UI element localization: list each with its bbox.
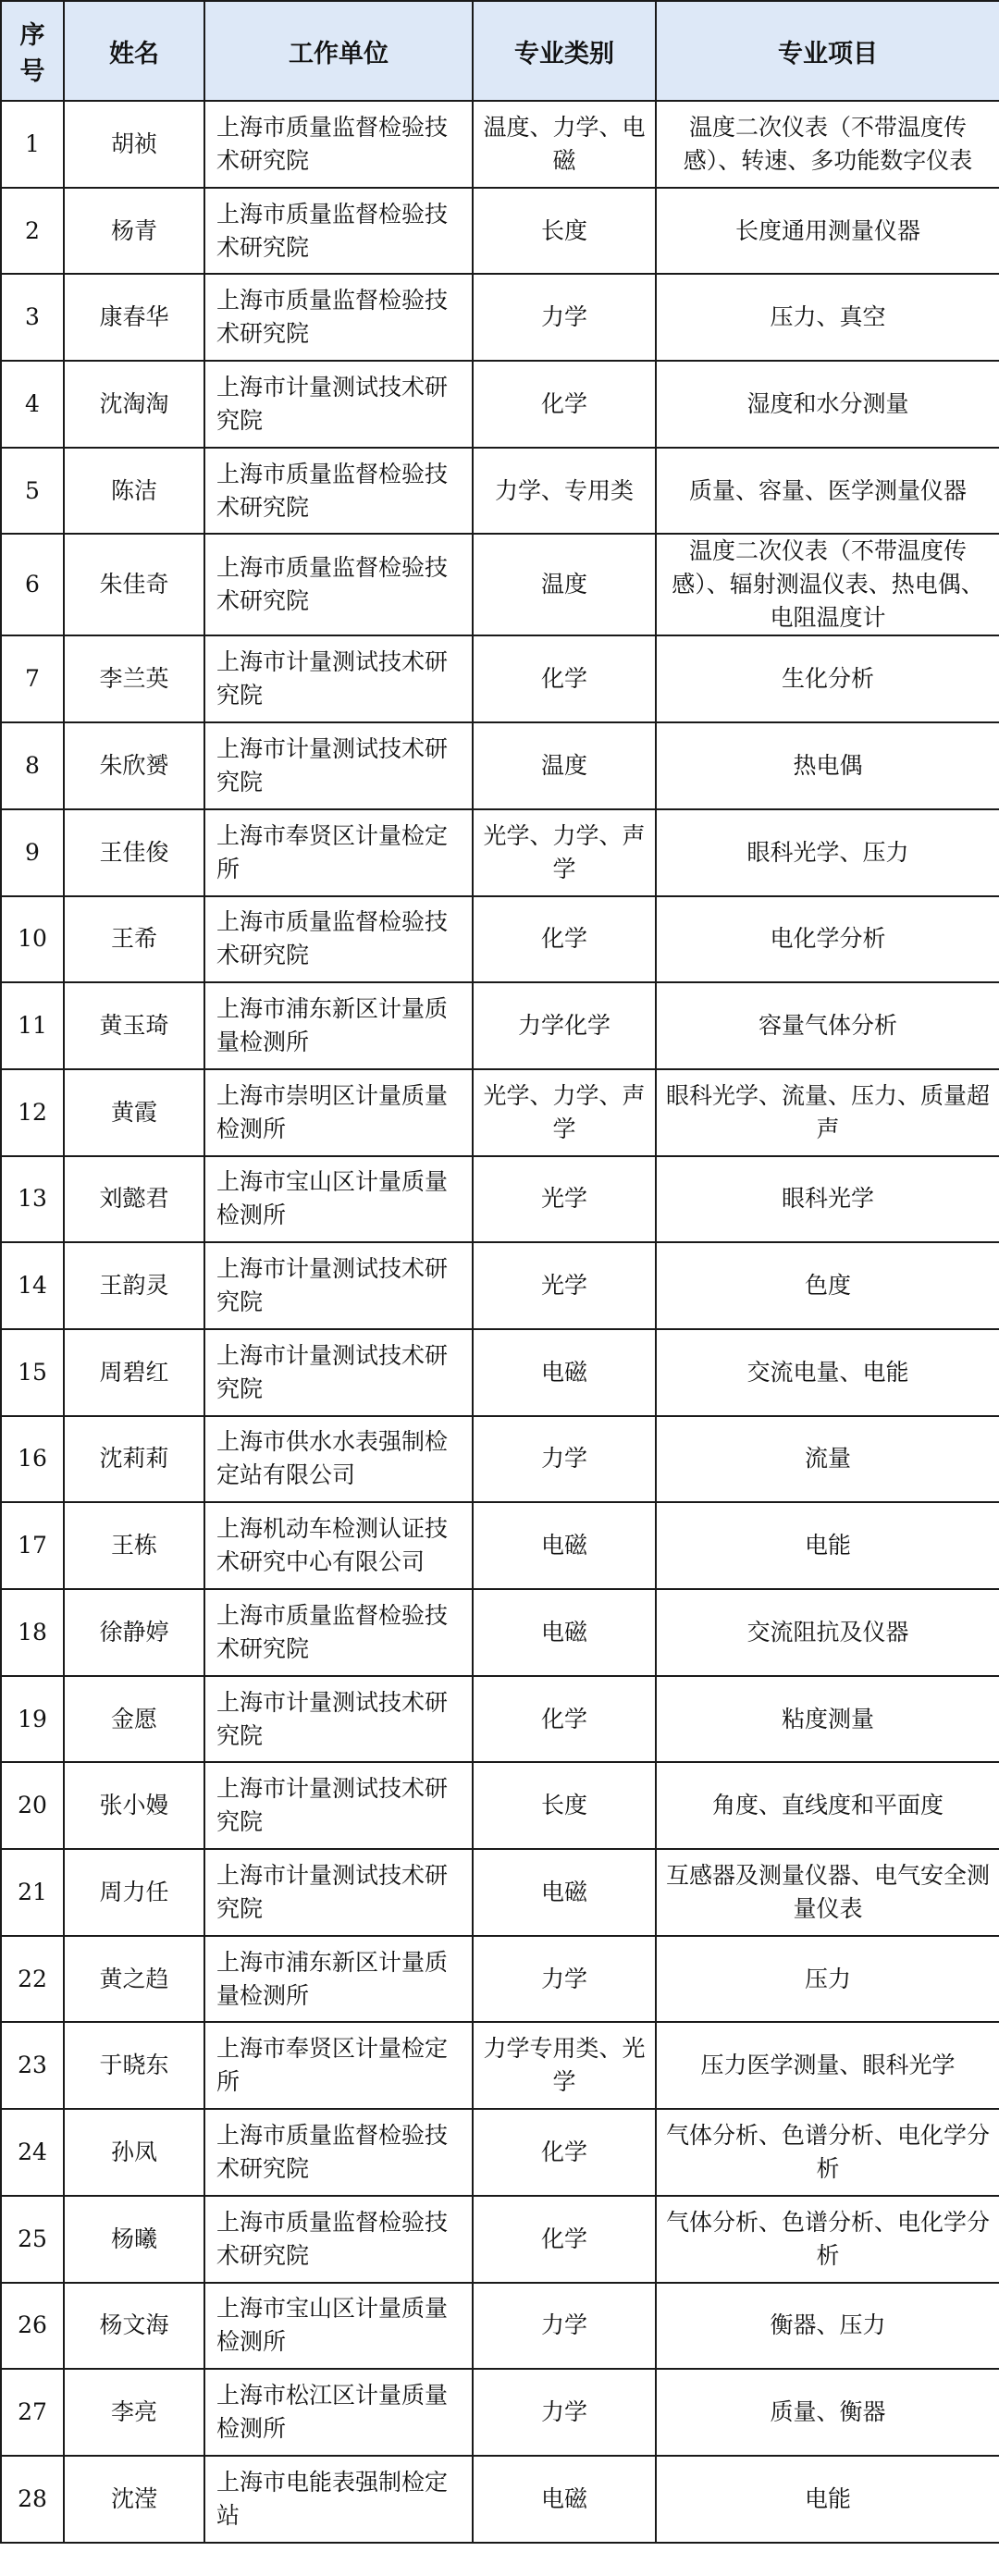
cell-items: 温度二次仪表（不带温度传感）、转速、多功能数字仪表 [656,101,999,188]
cell-no: 11 [1,982,64,1069]
cell-category: 化学 [473,896,656,983]
cell-unit: 上海市宝山区计量质量检测所 [204,2283,473,2370]
cell-items: 湿度和水分测量 [656,361,999,448]
cell-unit: 上海市计量测试技术研究院 [204,361,473,448]
cell-unit: 上海市松江区计量质量检测所 [204,2369,473,2456]
table-row [1,2283,999,2370]
cell-unit: 上海市质量监督检验技术研究院 [204,274,473,361]
cell-items: 角度、直线度和平面度 [656,1762,999,1849]
cell-unit: 上海市质量监督检验技术研究院 [204,2196,473,2283]
cell-items: 粘度测量 [656,1676,999,1763]
cell-no: 22 [1,1936,64,2023]
cell-category: 力学专用类、光学 [473,2022,656,2109]
table-row [1,274,999,361]
cell-no: 18 [1,1589,64,1676]
header-unit: 工作单位 [204,1,473,101]
cell-name: 金愿 [64,1676,204,1763]
table-row [1,1416,999,1503]
cell-name: 黄霞 [64,1069,204,1156]
cell-unit: 上海市质量监督检验技术研究院 [204,1589,473,1676]
cell-name: 朱佳奇 [64,534,204,635]
cell-no: 16 [1,1416,64,1503]
cell-unit: 上海市计量测试技术研究院 [204,1676,473,1763]
cell-category: 电磁 [473,1329,656,1416]
cell-no: 4 [1,361,64,448]
cell-category: 力学 [473,2369,656,2456]
cell-category: 长度 [473,188,656,275]
cell-category: 长度 [473,1762,656,1849]
cell-category: 电磁 [473,2456,656,2543]
cell-category: 温度 [473,534,656,635]
cell-no: 23 [1,2022,64,2109]
cell-items: 质量、容量、医学测量仪器 [656,448,999,535]
table-row [1,722,999,809]
cell-unit: 上海市浦东新区计量质量检测所 [204,1936,473,2023]
cell-items: 衡器、压力 [656,2283,999,2370]
table-row [1,361,999,448]
table-row [1,1589,999,1676]
cell-name: 刘懿君 [64,1156,204,1243]
cell-category: 化学 [473,2196,656,2283]
cell-unit: 上海市奉贤区计量检定所 [204,2022,473,2109]
cell-unit: 上海市供水水表强制检定站有限公司 [204,1416,473,1503]
cell-no: 28 [1,2456,64,2543]
table-row [1,2109,999,2196]
table-row [1,1156,999,1243]
cell-items: 眼科光学、流量、压力、质量超声 [656,1069,999,1156]
cell-category: 化学 [473,2109,656,2196]
cell-unit: 上海市宝山区计量质量检测所 [204,1156,473,1243]
cell-items: 压力医学测量、眼科光学 [656,2022,999,2109]
cell-no: 5 [1,448,64,535]
cell-no: 10 [1,896,64,983]
cell-no: 8 [1,722,64,809]
cell-items: 热电偶 [656,722,999,809]
cell-items: 电化学分析 [656,896,999,983]
cell-name: 康春华 [64,274,204,361]
table-row [1,1329,999,1416]
cell-no: 6 [1,534,64,635]
cell-items: 压力 [656,1936,999,2023]
header-no: 序号 [1,1,64,101]
cell-name: 孙凤 [64,2109,204,2196]
cell-items: 互感器及测量仪器、电气安全测量仪表 [656,1849,999,1936]
cell-no: 15 [1,1329,64,1416]
cell-category: 温度、力学、电磁 [473,101,656,188]
table-row [1,635,999,722]
cell-no: 27 [1,2369,64,2456]
cell-name: 杨曦 [64,2196,204,2283]
cell-name: 沈莉莉 [64,1416,204,1503]
cell-category: 力学 [473,2283,656,2370]
cell-items: 眼科光学、压力 [656,809,999,896]
cell-name: 李亮 [64,2369,204,2456]
table-row [1,982,999,1069]
cell-no: 14 [1,1242,64,1329]
cell-unit: 上海市计量测试技术研究院 [204,722,473,809]
cell-unit: 上海市计量测试技术研究院 [204,635,473,722]
cell-category: 力学化学 [473,982,656,1069]
header-category: 专业类别 [473,1,656,101]
cell-items: 温度二次仪表（不带温度传感）、辐射测温仪表、热电偶、电阻温度计 [656,534,999,635]
cell-no: 25 [1,2196,64,2283]
cell-unit: 上海市计量测试技术研究院 [204,1762,473,1849]
cell-no: 3 [1,274,64,361]
table-row [1,896,999,983]
cell-name: 王希 [64,896,204,983]
cell-category: 温度 [473,722,656,809]
cell-items: 交流阻抗及仪器 [656,1589,999,1676]
cell-items: 气体分析、色谱分析、电化学分析 [656,2109,999,2196]
cell-no: 19 [1,1676,64,1763]
cell-name: 杨青 [64,188,204,275]
cell-no: 2 [1,188,64,275]
cell-unit: 上海市质量监督检验技术研究院 [204,896,473,983]
cell-items: 交流电量、电能 [656,1329,999,1416]
cell-items: 眼科光学 [656,1156,999,1243]
table-row [1,188,999,275]
cell-no: 21 [1,1849,64,1936]
table-row [1,2369,999,2456]
cell-unit: 上海市奉贤区计量检定所 [204,809,473,896]
cell-no: 20 [1,1762,64,1849]
cell-unit: 上海市浦东新区计量质量检测所 [204,982,473,1069]
cell-no: 26 [1,2283,64,2370]
table-row [1,1849,999,1936]
cell-no: 7 [1,635,64,722]
cell-items: 电能 [656,1502,999,1589]
cell-category: 电磁 [473,1589,656,1676]
table-header-row [1,1,999,101]
cell-name: 陈洁 [64,448,204,535]
cell-category: 化学 [473,635,656,722]
cell-unit: 上海市质量监督检验技术研究院 [204,534,473,635]
cell-unit: 上海市质量监督检验技术研究院 [204,101,473,188]
cell-category: 化学 [473,361,656,448]
cell-category: 光学、力学、声学 [473,809,656,896]
cell-unit: 上海市质量监督检验技术研究院 [204,188,473,275]
cell-items: 电能 [656,2456,999,2543]
cell-category: 力学 [473,274,656,361]
cell-no: 9 [1,809,64,896]
cell-name: 徐静婷 [64,1589,204,1676]
cell-name: 胡祯 [64,101,204,188]
cell-items: 质量、衡器 [656,2369,999,2456]
table-row [1,1069,999,1156]
cell-unit: 上海市电能表强制检定站 [204,2456,473,2543]
cell-category: 电磁 [473,1502,656,1589]
cell-name: 周力任 [64,1849,204,1936]
cell-name: 王韵灵 [64,1242,204,1329]
cell-no: 13 [1,1156,64,1243]
table-row [1,534,999,635]
table-row [1,1242,999,1329]
cell-unit: 上海市崇明区计量质量检测所 [204,1069,473,1156]
cell-category: 力学 [473,1936,656,2023]
cell-items: 长度通用测量仪器 [656,188,999,275]
cell-name: 张小嫚 [64,1762,204,1849]
cell-category: 光学 [473,1156,656,1243]
cell-items: 色度 [656,1242,999,1329]
cell-category: 电磁 [473,1849,656,1936]
cell-name: 黄之趋 [64,1936,204,2023]
cell-name: 黄玉琦 [64,982,204,1069]
table-row [1,2456,999,2543]
table-row [1,2022,999,2109]
cell-category: 力学、专用类 [473,448,656,535]
table-row [1,101,999,188]
cell-unit: 上海市计量测试技术研究院 [204,1329,473,1416]
cell-name: 李兰英 [64,635,204,722]
header-items: 专业项目 [656,1,999,101]
cell-unit: 上海市质量监督检验技术研究院 [204,2109,473,2196]
cell-unit: 上海机动车检测认证技术研究中心有限公司 [204,1502,473,1589]
cell-category: 力学 [473,1416,656,1503]
cell-unit: 上海市计量测试技术研究院 [204,1242,473,1329]
cell-no: 1 [1,101,64,188]
cell-name: 沈滢 [64,2456,204,2543]
cell-items: 气体分析、色谱分析、电化学分析 [656,2196,999,2283]
cell-category: 光学、力学、声学 [473,1069,656,1156]
cell-items: 流量 [656,1416,999,1503]
cell-name: 王栋 [64,1502,204,1589]
cell-no: 12 [1,1069,64,1156]
table-row [1,448,999,535]
cell-no: 24 [1,2109,64,2196]
table-row [1,1936,999,2023]
table-row [1,2196,999,2283]
cell-name: 周碧红 [64,1329,204,1416]
table-body [1,101,999,2543]
table-row [1,1502,999,1589]
header-name: 姓名 [64,1,204,101]
cell-name: 王佳俊 [64,809,204,896]
table-row [1,809,999,896]
cell-name: 杨文海 [64,2283,204,2370]
table-row [1,1676,999,1763]
cell-items: 容量气体分析 [656,982,999,1069]
cell-unit: 上海市质量监督检验技术研究院 [204,448,473,535]
cell-name: 沈淘淘 [64,361,204,448]
cell-no: 17 [1,1502,64,1589]
cell-items: 压力、真空 [656,274,999,361]
table-row [1,1762,999,1849]
cell-items: 生化分析 [656,635,999,722]
cell-name: 朱欣赟 [64,722,204,809]
cell-name: 于晓东 [64,2022,204,2109]
cell-category: 光学 [473,1242,656,1329]
cell-unit: 上海市计量测试技术研究院 [204,1849,473,1936]
cell-category: 化学 [473,1676,656,1763]
